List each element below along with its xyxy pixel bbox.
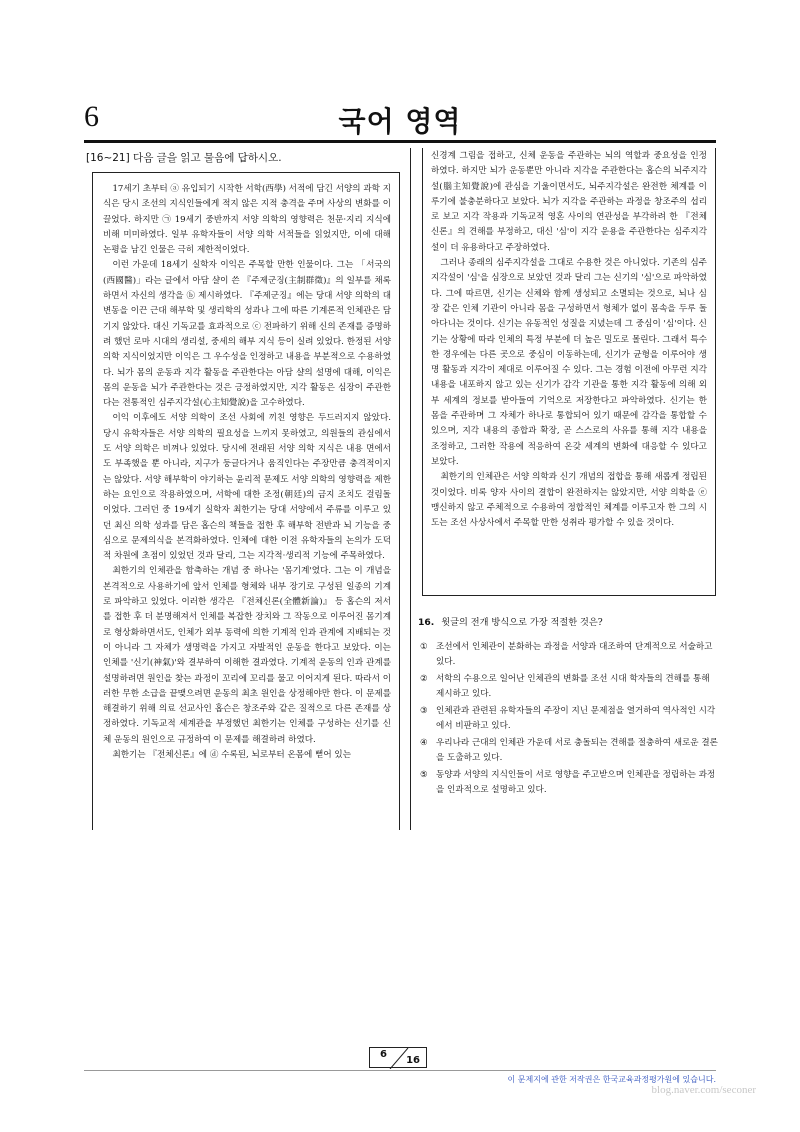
question-text: 윗글의 전개 방식으로 가장 적절한 것은? xyxy=(441,617,603,628)
page-number: 6 xyxy=(84,100,99,133)
paragraph: 최한기는 『전체신론』에 ⓓ 수록된, 뇌로부터 온몸에 뻗어 있는 xyxy=(112,749,352,760)
paragraph: 신경계 그림을 접하고, 신체 운동을 주관하는 뇌의 역할과 중요성을 인정하였다. 하지만 뇌가 운동뿐만 아니라 지각을 주관한다는 홉슨의 뇌주지각설(腦主知覺說)에 관심을 기울이면서도, 뇌주지각설은 완전한 체계를 이루기에 불충분하다고 보았다. 뇌가 지각을 주관하는 과정을 창조주의 섭리로 보고 지각 작용과 기독교적 영혼 사이의 연관성을 부각하려 한 『전체신론』의 견해를 부정하고, 대신 '심'이 지각 운용을 주관한다는 심주지각설이 더 유용하다고 주장하였다. xyxy=(431,151,707,253)
instruction: [16~21] 다음 글을 읽고 물음에 답하시오. xyxy=(86,152,282,164)
paragraph: 최한기의 인체관을 함축하는 개념 중 하나는 '몸기계'였다. 그는 이 개념을 본격적으로 사용하기에 앞서 인체를 형체와 내부 장기로 구성된 일종의 기계로 파악하고 있었다. 이러한 생각은 『전체신론(全體新論)』 등 홉슨의 저서를 접한 후 더 분명해져서 인체를 복잡한 장치와 그 작동으로 이루어진 몸기계로 형상화하면서도, 인체가 외부 동력에 의한 기계적 인과 관계에 지배되는 것이 아니라 그 자체가 생명력을 가지고 자발적인 운동을 한다고 보았다. 이는 인체를 '신기(神氣)'와 결부하여 이해한 결과였다. 기계적 운동의 인과 관계를 설명하려면 원인을 찾는 과정이 꼬리에 꼬리를 물고 이어지게 된다. 따라서 이러한 무한 소급을 끝맺으려면 운동의 최초 원인을 상정해야만 한다. 이 문제를 해결하기 위해 의료 선교사인 홉슨은 창조주와 같은 질적으로 다른 존재를 상정하였다. 기독교적 세계관을 부정했던 최한기는 인체를 구성하는 신기를 신체 운동의 원인으로 규정하여 이 문제를 해결하려 하였다. xyxy=(103,566,391,745)
watermark: blog.naver.com/seconer xyxy=(651,1084,756,1096)
question-stem xyxy=(418,616,718,630)
choice-mark: ② xyxy=(420,674,428,684)
choice-3[interactable] xyxy=(418,704,718,733)
passage-right-column xyxy=(422,148,716,596)
footer-rule xyxy=(84,1070,716,1071)
column-divider xyxy=(410,148,411,830)
choice-5[interactable] xyxy=(418,768,718,797)
choice-1[interactable] xyxy=(418,640,718,669)
choice-mark: ① xyxy=(420,642,428,652)
choice-mark: ③ xyxy=(420,706,428,716)
page-indicator xyxy=(369,1047,427,1068)
choice-text: 우리나라 근대의 인체관 가운데 서로 충돌되는 견해를 절충하여 새로운 결론을 도출하고 있다. xyxy=(436,738,718,763)
choice-text: 동양과 서양의 지식인들이 서로 영향을 주고받으며 인체관을 정립하는 과정을 인과적으로 설명하고 있다. xyxy=(436,770,716,795)
choice-text: 조선에서 인체관이 분화하는 과정을 서양과 대조하여 단계적으로 서술하고 있다. xyxy=(436,642,713,667)
paragraph: 이익 이후에도 서양 의학이 조선 사회에 끼친 영향은 두드러지지 않았다. 당시 유학자들은 서양 의학의 필요성을 느끼지 못하였고, 의원들의 관심에서도 서양 의학은 비껴나 있었다. 당시에 전래된 서양 의학 지식은 내용 면에서도 부족했을 뿐 아니라, 지구가 둥글다거나 움직인다는 주장만큼 충격적이지는 않았다. 서양 해부학이 야기하는 윤리적 문제도 서양 의학의 영향력을 제한하는 요인으로 작용하였으며, 서학에 대한 조정(朝廷)의 금지 조치도 걸림돌이었다. 그러던 중 19세기 실학자 최한기는 당대 서양에서 주류를 이루고 있던 최신 의학 성과를 담은 홉슨의 책들을 접한 후 해부학 전반과 뇌 기능을 중심으로 문제의식을 본격화하였다. 인체에 대한 이전 유학자들의 논의가 도덕적 차원에 초점이 있었던 것과 달리, 그는 지각적·생리적 기능에 주목하였다. xyxy=(103,413,391,562)
choice-mark: ⑤ xyxy=(420,770,428,780)
header-rule xyxy=(84,140,716,143)
paragraph: 17세기 초부터 ⓐ 유입되기 시작한 서학(西學) 서적에 담긴 서양의 과학 지식은 당시 조선의 지식인들에게 적지 않은 지적 충격을 주며 사상의 변화를 이끌었다. 하지만 ㉠ 19세기 중반까지 서양 의학의 영향력은 천문·지리 지식에 비해 미미하였다. 일부 유학자들이 서양 의학 서적들을 읽었지만, 이에 대해 논평을 남긴 인물은 극히 제한적이었다. xyxy=(103,184,391,256)
choice-text: 서학의 수용으로 일어난 인체관의 변화를 조선 시대 학자들의 견해를 통해 제시하고 있다. xyxy=(436,674,710,699)
paragraph: 최한기의 인체관은 서양 의학과 신기 개념의 접합을 통해 새롭게 정립된 것이었다. 비록 양자 사이의 결합이 완전하지는 않았지만, 서양 의학을 ⓔ 맹신하지 않고 주체적으로 수용하여 정합적인 체계를 이루고자 한 그의 시도는 조선 사상사에서 주목할 만한 성취라 평가할 수 있을 것이다. xyxy=(431,472,707,529)
choice-mark: ④ xyxy=(420,738,428,748)
choice-text: 인체관과 관련된 유학자들의 주장이 지닌 문제점을 열거하여 역사적인 시각에서 비판하고 있다. xyxy=(436,706,716,731)
question-16 xyxy=(418,616,718,800)
choice-2[interactable] xyxy=(418,672,718,701)
choice-4[interactable] xyxy=(418,736,718,765)
page-current: 6 xyxy=(380,1049,387,1060)
paragraph: 이런 가운데 18세기 실학자 이익은 주목할 만한 인물이다. 그는 「서국의(西國醫)」라는 글에서 아담 샬이 쓴 『주제군징(主制群徵)』의 일부를 채록하면서 자신의 생각을 ⓑ 제시하였다. 『주제군징』에는 당대 서양 의학의 대변동을 이끈 근대 해부학 및 생리학의 성과나 그에 따른 기계론적 인체관은 담기지 않았다. 대신 기독교를 효과적으로 ⓒ 전파하기 위해 신의 존재를 증명하려 했던 로마 시대의 생리설, 중세의 해부 지식 등이 실려 있었다. 한정된 서양 의학 지식이었지만 이익은 그 우수성을 인정하고 내용을 부분적으로 수용하였다. 뇌가 몸의 운동과 지각 활동을 주관한다는 아담 샬의 설명에 대해, 이익은 몸의 운동을 뇌가 주관한다는 것은 긍정하였지만, 지각 활동은 심장이 주관한다는 전통적인 심주지각설(心主知覺說)을 고수하였다. xyxy=(103,260,391,409)
page-title: 국어 영역 xyxy=(338,105,462,138)
copyright-notice: 이 문제지에 관한 저작권은 한국교육과정평가원에 있습니다. xyxy=(507,1075,716,1084)
passage-left-column xyxy=(92,172,400,830)
page-total: 16 xyxy=(406,1055,420,1066)
paragraph: 그러나 종래의 심주지각설을 그대로 수용한 것은 아니었다. 기존의 심주지각설이 '심'을 심장으로 보았던 것과 달리 그는 신기의 '심'으로 파악하였다. 그에 따르면, 신기는 신체와 함께 생성되고 소멸되는 것으로, 뇌나 심장 같은 인체 기관이 아니라 몸을 구성하면서 형체가 없이 몸속을 두루 돌아다니는 것이다. 신기는 유동적인 성질을 지녔는데 그 중심이 '심'이다. 신기는 상황에 따라 인체의 특정 부분에 더 높은 밀도로 몰린다. 그래서 특수한 경우에는 다른 곳으로 중심이 이동하는데, 신기가 균형을 이루어야 생명 활동과 지각이 제대로 이루어질 수 있다. 그는 경험 이전에 아무런 지각 내용을 내포하지 않고 있는 신기가 감각 기관을 통한 지각 활동에 의해 외부 세계의 정보를 받아들여 기억으로 저장한다고 파악하였다. 신기는 한 몸을 주관하며 그 자체가 하나로 통합되어 있기 때문에 감각을 통합할 수 있으며, 지각 내용의 종합과 확장, 곧 스스로의 사유를 통해 지각 내용을 조정하고, 그러한 작용에 적응하여 온갖 세계의 변화에 대응할 수 있다고 보았다. xyxy=(431,258,707,467)
question-number: 16. xyxy=(418,617,435,628)
